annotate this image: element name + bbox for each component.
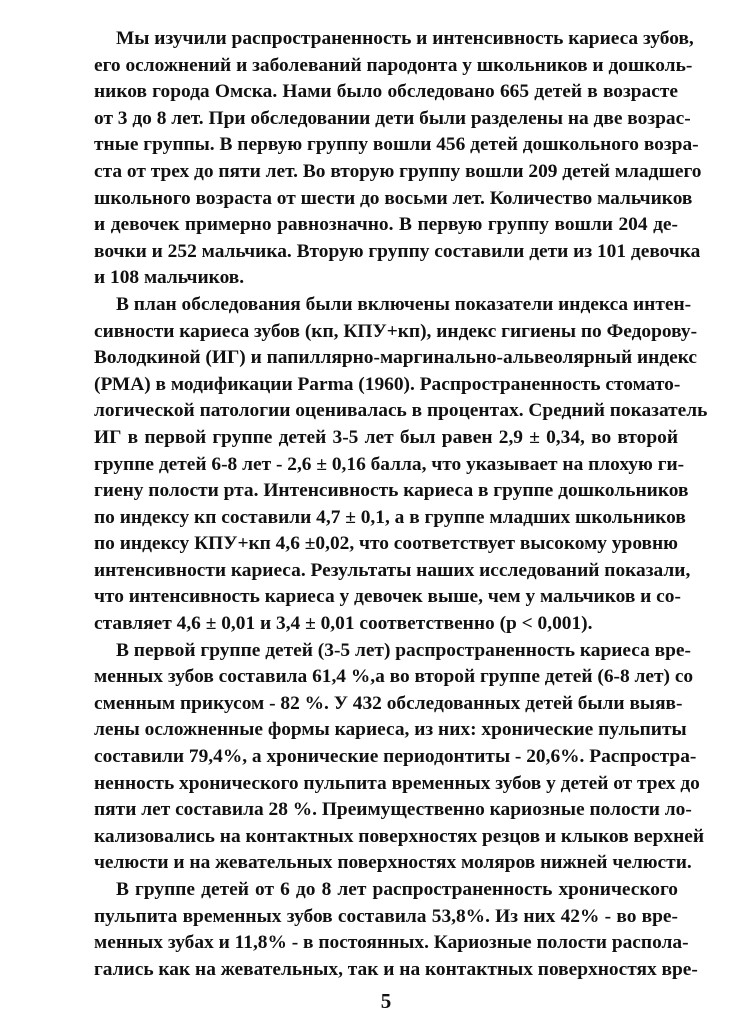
text-line: его осложнений и заболеваний пародонта у школьников и дошколь-	[94, 54, 693, 76]
text-line: и 108 мальчиков.	[94, 267, 245, 289]
text-line: ста от трех до пяти лет. Во вторую группу вошли 209 детей младшего	[94, 160, 702, 182]
text-line: тные группы. В первую группу вошли 456 детей дошкольного возра-	[94, 134, 699, 156]
text-line: ставляет 4,6 ± 0,01 и 3,4 ± 0,01 соответственно (р < 0,001).	[94, 613, 593, 635]
paragraph-1	[94, 26, 702, 292]
text-line: группе детей 6-8 лет - 2,6 ± 0,16 балла, что указывает на плохую ги-	[94, 453, 685, 475]
text-line: логической патологии оценивалась в процентах. Средний показатель	[94, 400, 708, 422]
paragraph-4	[94, 877, 698, 983]
text-line: ненность хронического пульпита временных зубов у детей от трех до	[94, 772, 700, 794]
page-number: 5	[380, 989, 392, 1013]
text-line: и девочек примерно равнозначно. В первую группу вошли 204 де-	[94, 214, 678, 236]
text-line: ников города Омска. Нами было обследовано 665 детей в возрасте	[94, 81, 678, 103]
text-line: вочки и 252 мальчика. Вторую группу составили дети из 101 девочка	[94, 240, 701, 262]
text-line: Мы изучили распространенность и интенсивность кариеса зубов,	[116, 28, 694, 49]
text-line: Володкиной (ИГ) и папиллярно-маргинально-альвеолярный индекс	[94, 347, 698, 369]
text-line: лены осложненные формы кариеса, из них: хронические пульпиты	[94, 719, 687, 741]
text-line: пяти лет составила 28 %. Преимущественно кариозные полости ло-	[94, 799, 692, 821]
text-line: составили 79,4%, а хронические периодонтиты - 20,6%. Распростра-	[94, 746, 697, 768]
text-line: В группе детей от 6 до 8 лет распространенность хронического	[116, 879, 678, 900]
text-line: по индексу кп составили 4,7 ± 0,1, а в группе младших школьников	[94, 506, 686, 528]
text-line: пульпита временных зубов составила 53,8%. Из них 42% - во вре-	[94, 905, 678, 927]
text-line: ИГ в первой группе детей 3-5 лет был равен 2,9 ± 0,34, во второй	[94, 426, 678, 448]
text-line: В план обследования были включены показатели индекса интен-	[116, 293, 692, 315]
text-line: гиену полости рта. Интенсивность кариеса в группе дошкольников	[94, 480, 689, 502]
text-line: менных зубов составила 61,4 %,а во второй группе детей (6-8 лет) со	[94, 666, 694, 688]
text-line: гались как на жевательных, так и на контактных поверхностях вре-	[94, 958, 698, 980]
paragraph-3	[94, 638, 705, 877]
text-line: по индексу КПУ+кп 4,6 ±0,02, что соответствует высокому уровню	[94, 533, 678, 555]
text-line: что интенсивность кариеса у девочек выше, чем у мальчиков и со-	[94, 586, 681, 608]
text-line: кализовались на контактных поверхностях резцов и клыков верхней	[94, 825, 705, 847]
text-line: сивности кариеса зубов (кп, КПУ+кп), индекс гигиены по Федорову-	[94, 320, 698, 342]
text-line: сменным прикусом - 82 %. У 432 обследованных детей были выяв-	[94, 692, 683, 714]
text-line: (РМА) в модификации Parma (1960). Распространенность стомато-	[94, 373, 681, 395]
paragraph-2	[94, 292, 708, 638]
document-page	[94, 26, 708, 1016]
text-line: челюсти и на жевательных поверхностях моляров нижней челюсти.	[94, 852, 692, 874]
text-line: школьного возраста от шести до восьми лет. Количество мальчиков	[94, 187, 693, 209]
text-line: от 3 до 8 лет. При обследовании дети были разделены на две возрас-	[94, 107, 691, 129]
text-line: интенсивности кариеса. Результаты наших исследований показали,	[94, 559, 691, 581]
text-line: менных зубах и 11,8% - в постоянных. Кариозные полости распола-	[94, 932, 689, 954]
text-line: В первой группе детей (3-5 лет) распространенность кариеса вре-	[116, 639, 691, 661]
